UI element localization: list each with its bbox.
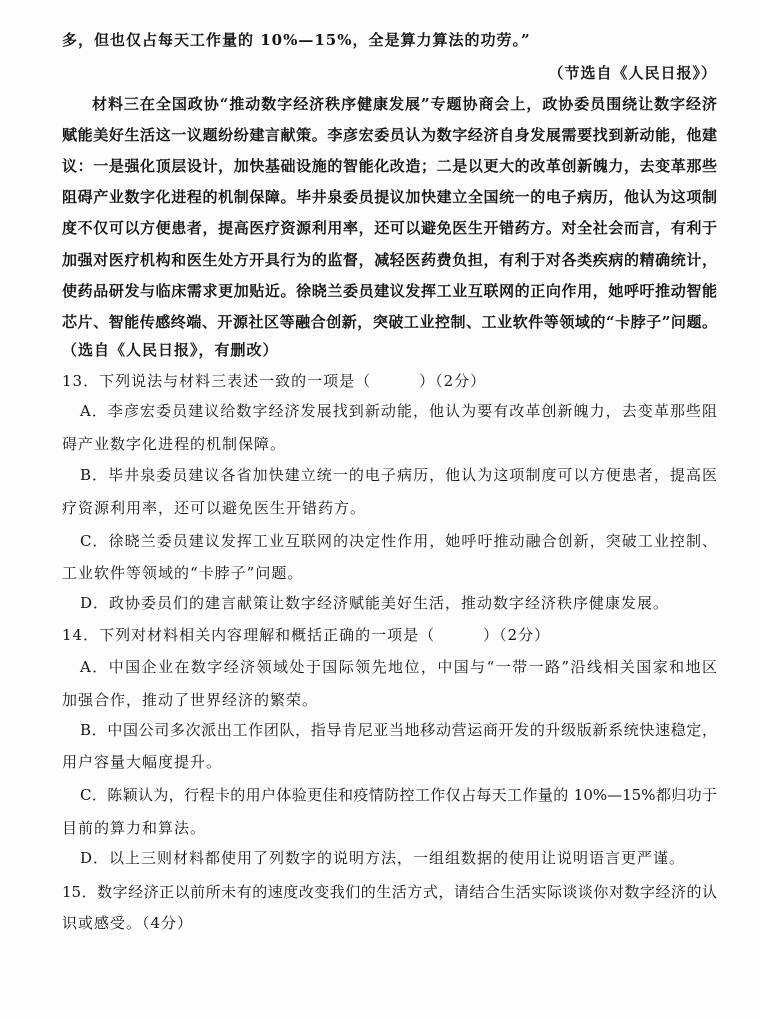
option-b: B．中国公司多次派出工作团队，指导肯尼亚当地移动营运商开发的升级版新系统快速稳定， (80, 721, 717, 739)
question-stem: 13．下列说法与材料三表述一致的一项是（ ）（2分） (62, 372, 487, 390)
option-c-continuation: 目前的算力和算法。 (62, 819, 207, 837)
option-c: C．徐晓兰委员建议发挥工业互联网的决定性作用，她呼吁推动融合创新，突破工业控制、 (80, 532, 717, 550)
question-stem-continuation: 识或感受。（4分） (62, 914, 194, 932)
source-citation: （节选自《人民日报》） (548, 64, 717, 82)
material-line: 议：一是强化顶层设计，加快基础设施的智能化改造；二是以更大的改革创新魄力，去变革那些 (62, 157, 717, 175)
option-d: D．以上三则材料都使用了列数字的说明方法，一组组数据的使用让说明语言更严谨。 (80, 849, 686, 867)
question-stem: 15．数字经济正以前所未有的速度改变我们的生活方式，请结合生活实际谈谈你对数字经济的认 (62, 883, 717, 901)
material-line: 材料三在全国政协“推动数字经济秩序健康发展”专题协商会上，政协委员围绕让数字经济 (92, 95, 717, 113)
option-a: A．李彦宏委员建议给数字经济发展找到新动能，他认为要有改革创新魄力，去变革那些阻 (80, 402, 717, 420)
material-line: 芯片、智能传感终端、开源社区等融合创新，突破工业控制、工业软件等领域的“卡脖子”问题。 (62, 313, 717, 331)
option-a-continuation: 加强合作，推动了世界经济的繁荣。 (62, 691, 319, 709)
material-line: 阻碍产业数字化进程的机制保障。毕井泉委员提议加快建立全国统一的电子病历，他认为这项制 (62, 188, 717, 206)
option-b: B．毕井泉委员建议各省加快建立统一的电子病历，他认为这项制度可以方便患者，提高医 (80, 466, 717, 484)
option-b-continuation: 疗资源利用率，还可以避免医生开错药方。 (62, 499, 367, 517)
option-c-continuation: 工业软件等领域的“卡脖子”问题。 (62, 564, 304, 582)
option-a: A．中国企业在数字经济领域处于国际领先地位，中国与“一带一路”沿线相关国家和地区 (80, 658, 717, 676)
question-stem: 14．下列对材料相关内容理解和概括正确的一项是（ ）（2分） (62, 626, 551, 644)
material-line: 加强对医疗机构和医生处方开具行为的监督，减轻医药费负担，有利于对各类疾病的精确统计， (62, 251, 717, 269)
material-source-citation: （选自《人民日报》，有删改） (62, 341, 279, 359)
material-line: 赋能美好生活这一议题纷纷建言献策。李彦宏委员认为数字经济自身发展需要找到新动能，他建 (62, 126, 717, 144)
option-b-continuation: 用户容量大幅度提升。 (62, 753, 223, 771)
option-c: C．陈颖认为，行程卡的用户体验更佳和疫情防控工作仅占每天工作量的 10%—15%都归功于 (80, 786, 717, 804)
material-line: 度不仅可以方便患者，提高医疗资源利用率，还可以避免医生开错药方。对全社会而言，有利于 (62, 219, 717, 237)
passage-continuation-line: 多，但也仅占每天工作量的 10%—15%，全是算力算法的功劳。” (62, 31, 531, 49)
option-d: D．政协委员们的建言献策让数字经济赋能美好生活，推动数字经济秩序健康发展。 (80, 594, 670, 612)
option-a-continuation: 碍产业数字化进程的机制保障。 (62, 435, 287, 453)
material-line: 使药品研发与临床需求更加贴近。徐晓兰委员建议发挥工业互联网的正向作用，她呼吁推动智能 (62, 282, 717, 300)
